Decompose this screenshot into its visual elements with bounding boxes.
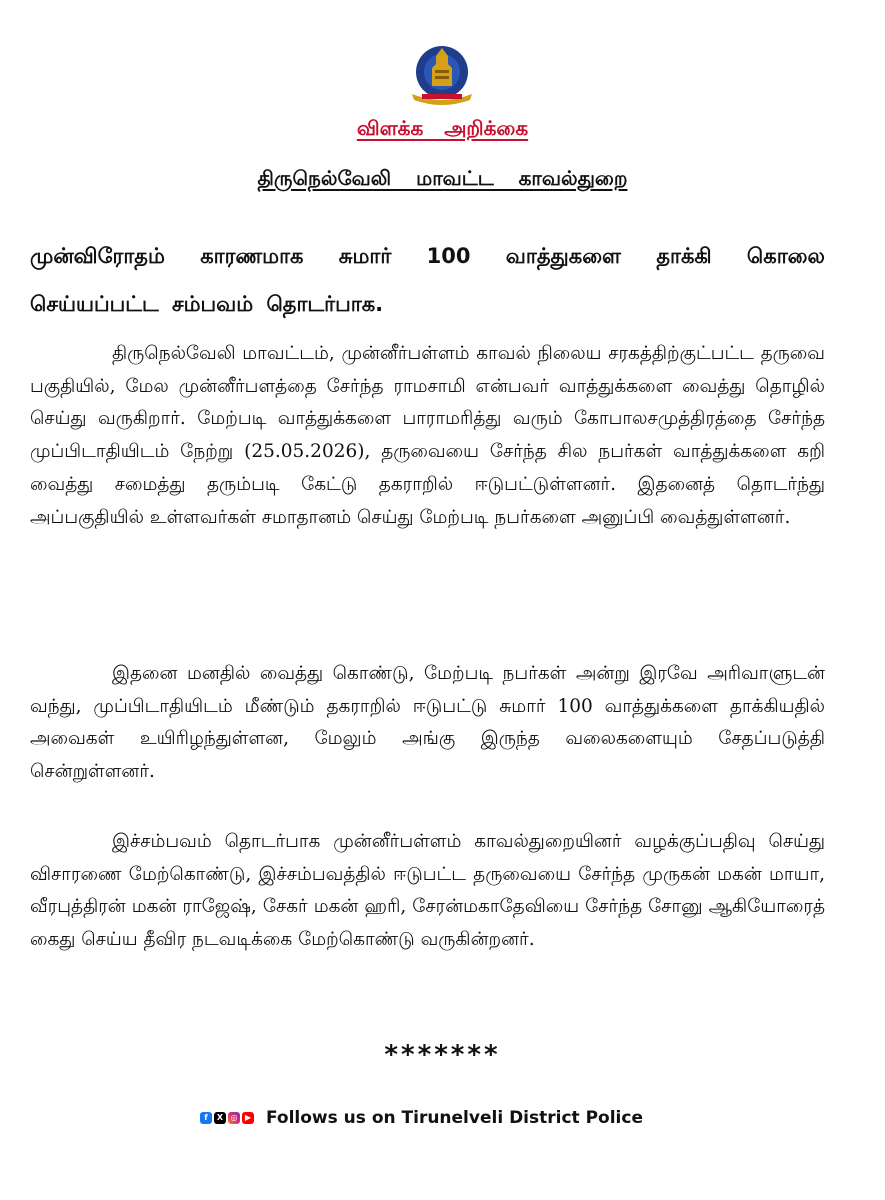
paragraph-2: இதனை மனதில் வைத்து கொண்டு, மேற்படி நபர்கள் அன்று இரவே அரிவாளுடன் வந்து, முப்பிடாதியிடம் மீண்டும் தகராறில் ஈடுபட்டு சுமார் 100 வாத்துக்களை தாக்கியதில் அவைகள் உயிரிழந்துள்ளன, மேலும் அங்கு இருந்த வலைகளையும் சேதப்படுத்தி சென்றுள்ளனர். [30,663,825,783]
social-icons [200,1112,254,1124]
department-name: திருநெல்வேலி மாவட்ட காவல்துறை [257,166,628,190]
statement-title: விளக்க அறிக்கை [356,116,529,140]
paragraph-1: திருநெல்வேலி மாவட்டம், முன்னீர்பள்ளம் காவல் நிலைய சரகத்திற்குட்பட்ட தருவை பகுதியில், மேல முன்னீர்பளத்தை சேர்ந்த ராமசாமி என்பவர் வாத்துக்களை வைத்து தொழில் செய்து வருகிறார். மேற்படி வாத்துக்களை பாராமரித்து வரும் கோபாலசமுத்திரத்தை சேர்ந்த முப்பிடாதியிடம் நேற்று (25.05.2026), தருவையை சேர்ந்த சில நபர்கள் வாத்துக்களை கறி வைத்து சமைத்து தரும்படி கேட்டு தகராறில் ஈடுபட்டுள்ளனர். இதனைத் தொடர்ந்து அப்பகுதியில் உள்ளவர்கள் சமாதானம் செய்து மேற்படி நபர்களை அனுப்பி வைத்துள்ளனர். [30,343,825,528]
x-icon[interactable]: X [214,1112,226,1124]
footer [200,1108,643,1128]
paragraph-3: இச்சம்பவம் தொடர்பாக முன்னீர்பள்ளம் காவல்துறையினர் வழக்குப்பதிவு செய்து விசாரணை மேற்கொண்டு, இச்சம்பவத்தில் ஈடுபட்ட தருவையை சேர்ந்த முருகன் மகன் மாயா, வீரபுத்திரன் மகன் ராஜேஷ், சேகர் மகன் ஹரி, சேரன்மகாதேவியை சேர்ந்த சோனு ஆகியோரைத் கைது செய்ய தீவிர நடவடிக்கை மேற்கொண்டு வருகின்றனர். [30,831,825,951]
facebook-icon[interactable]: f [200,1112,212,1124]
instagram-icon[interactable]: ◎ [228,1112,240,1124]
subject-line: முன்விரோதம் காரணமாக சுமார் 100 வாத்துகளை தாக்கி கொலை செய்யப்பட்ட சம்பவம் தொடர்பாக. [30,244,825,316]
end-separator: ******* [384,1040,501,1070]
footer-follow-text: Follows us on Tirunelveli District Police [266,1108,643,1128]
youtube-icon[interactable]: ▶ [242,1112,254,1124]
emblem-text [402,42,482,110]
